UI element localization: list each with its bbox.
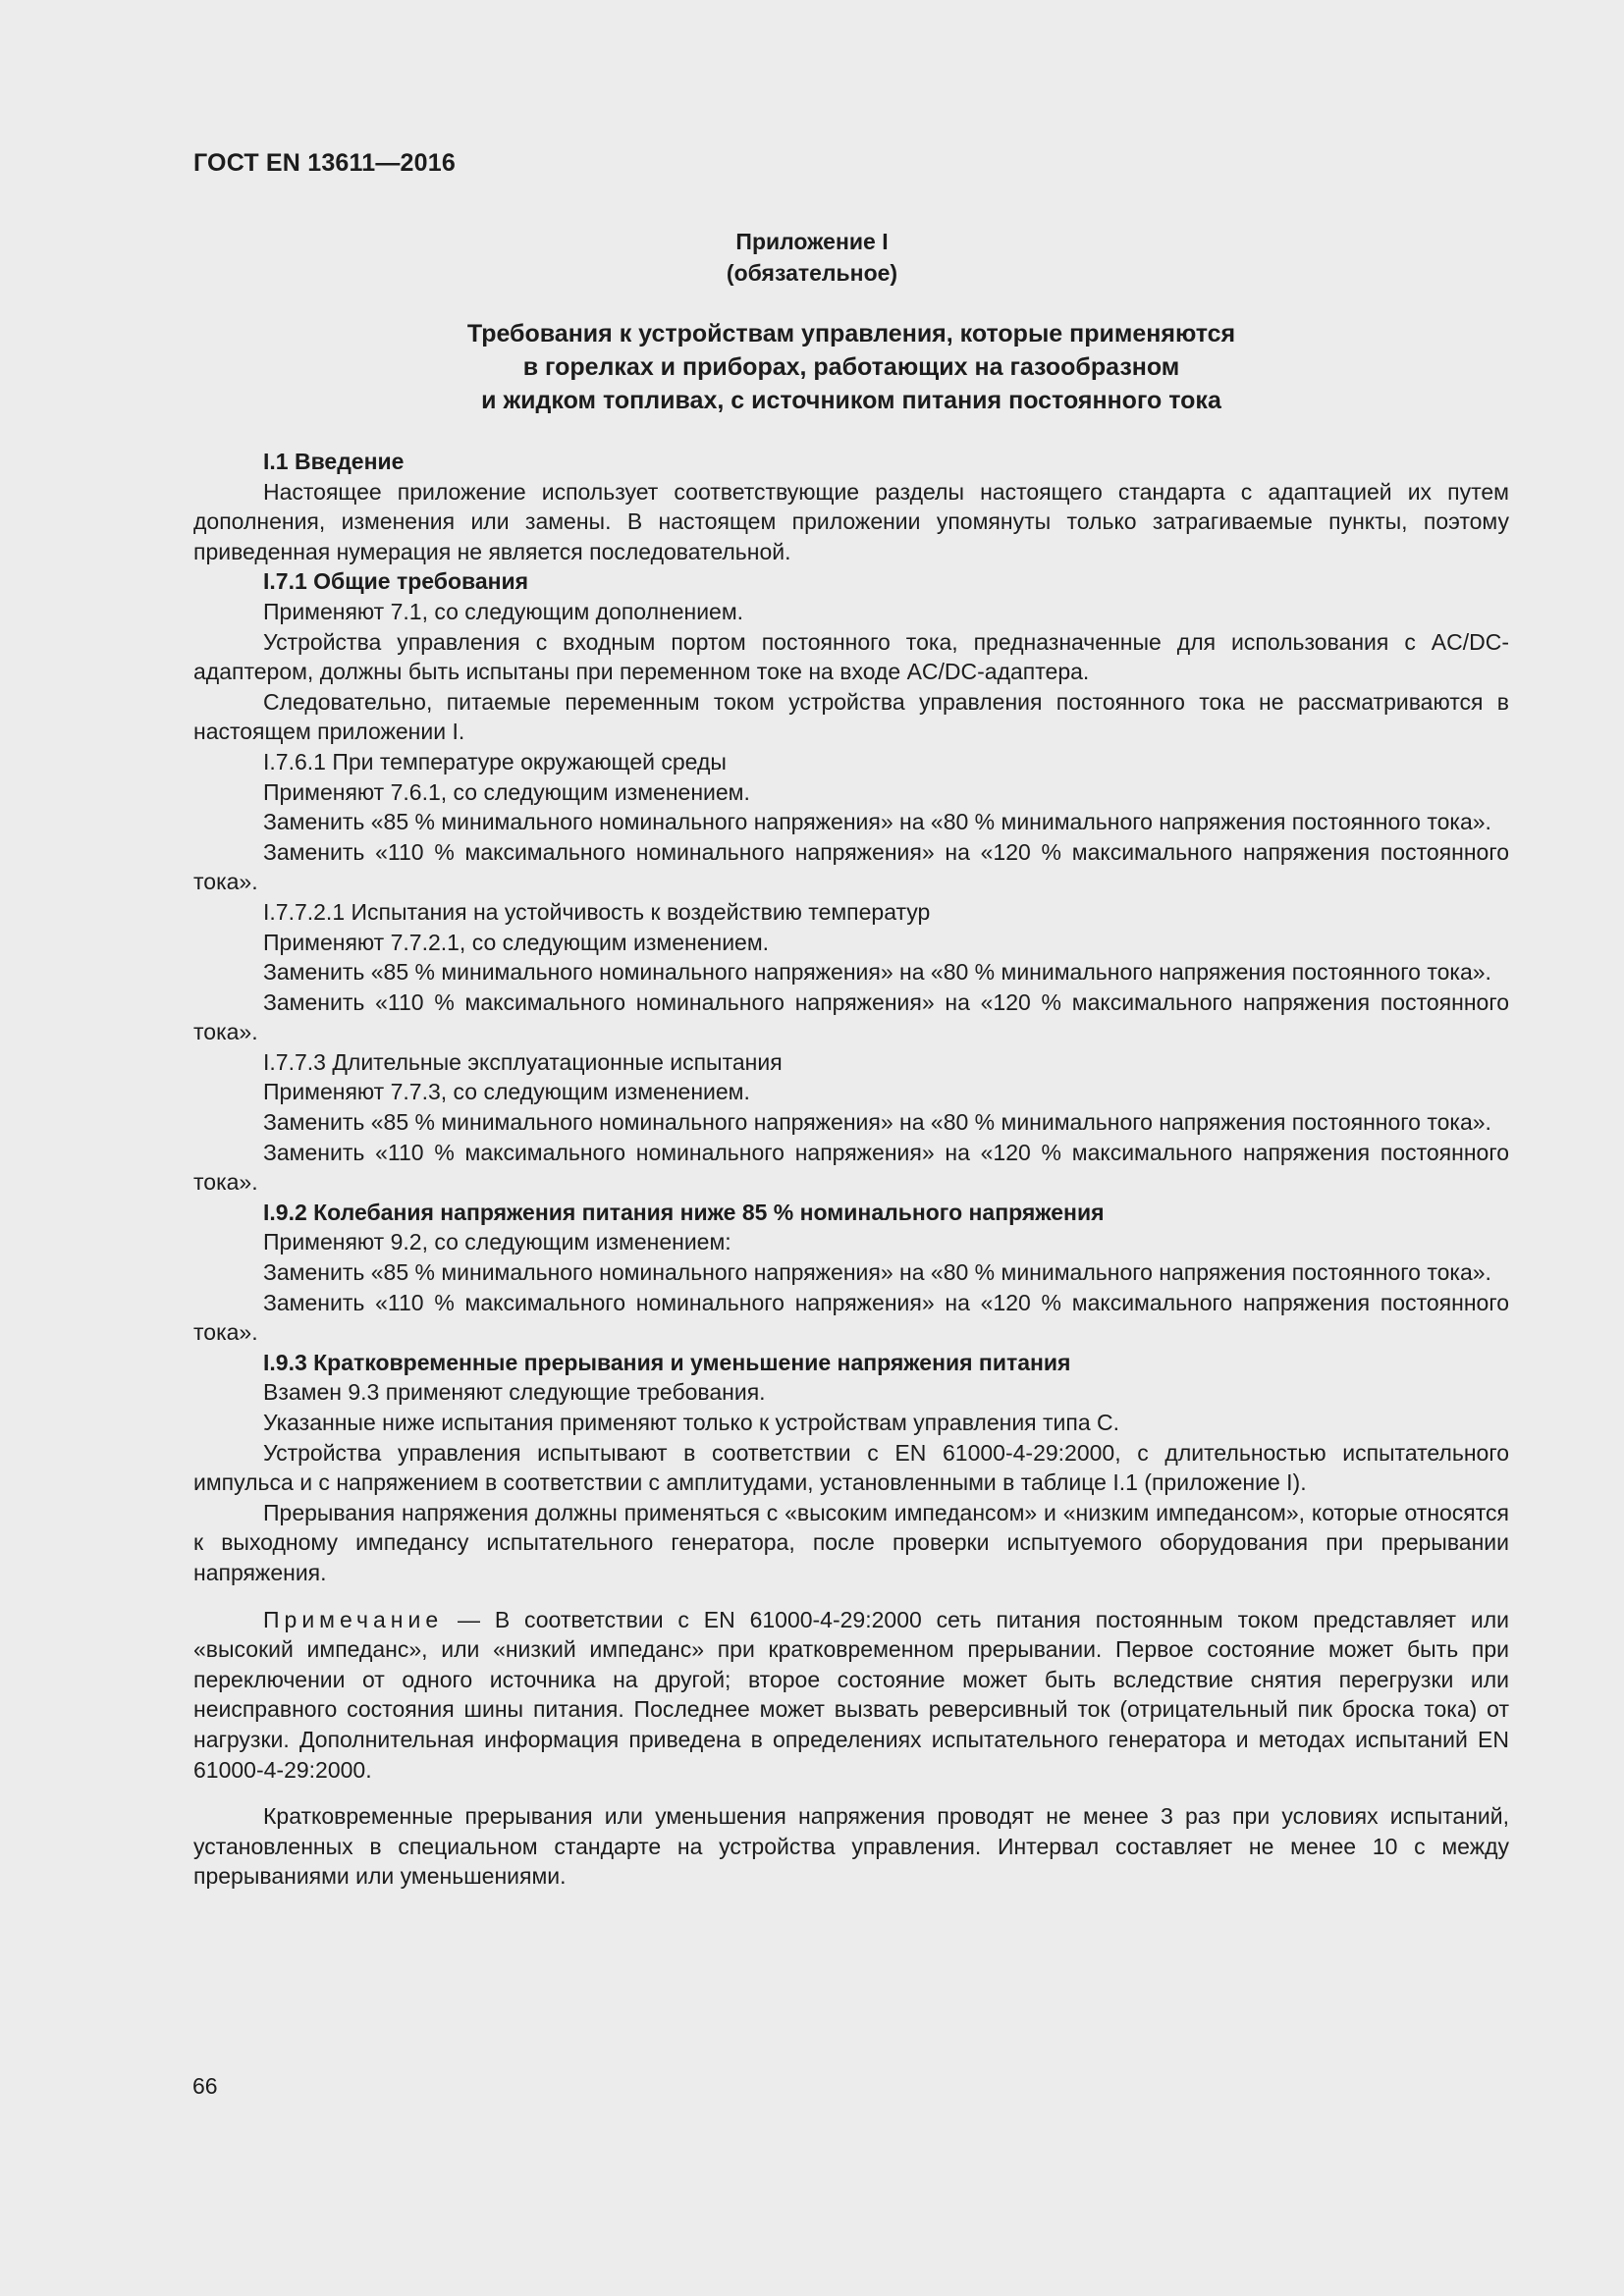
- subsection-heading: I.7.6.1 При температуре окружающей среды: [263, 748, 727, 774]
- note-text: В соответствии с EN 61000-4-29:2000 сеть питания постоянным током представляет или «высокий импеданс», или «низкий импеданс» при кратковременном прерывании. Первое состояние может быть при переключении от одного источника на другой; второе состояние может быть вследствие снятия перегрузки или неисправного состояния шины питания. Последнее может вызвать реверсивный ток (отрицательный пик броска тока) от нагрузки. Дополнительная информация приведена в определениях испытательного генератора и методах испытаний EN 61000-4-29:2000.: [193, 1606, 1510, 1783]
- paragraph: Заменить «110 % максимального номинального напряжения» на «120 % максимального напряжения постоянного тока».: [193, 1139, 1509, 1196]
- paragraph: Взамен 9.3 применяют следующие требования.: [263, 1379, 766, 1406]
- paragraph: Указанные ниже испытания применяют только к устройствам управления типа С.: [263, 1410, 1120, 1435]
- section-heading: I.9.3 Кратковременные прерывания и уменьшение напряжения питания: [263, 1349, 1071, 1375]
- paragraph: Устройства управления испытывают в соответствии с EN 61000-4-29:2000, с длительностью испытательного импульса и с напряжением в соответствии с амплитудами, установленными в таблице I.1 (приложение I).: [193, 1439, 1509, 1496]
- section-heading: I.1 Введение: [263, 449, 405, 474]
- subsection-heading: I.7.7.3 Длительные эксплуатационные испытания: [263, 1048, 783, 1075]
- note-paragraph: [193, 1605, 1509, 1786]
- paragraph: Применяют 7.6.1, со следующим изменением.: [263, 778, 750, 805]
- standard-code: ГОСТ EN 13611—2016: [193, 149, 456, 177]
- paragraph: Заменить «110 % максимального номинального напряжения» на «120 % максимального напряжения постоянного тока».: [193, 988, 1509, 1045]
- paragraph: Применяют 7.7.3, со следующим изменением.: [263, 1079, 750, 1105]
- annex-label: Приложение I: [735, 229, 889, 254]
- section-heading: I.9.2 Колебания напряжения питания ниже 85 % номинального напряжения: [263, 1199, 1105, 1225]
- paragraph: Устройства управления с входным портом постоянного тока, предназначенные для использования с AC/DC-адаптером, должны быть испытаны при переменном токе на входе AC/DC-адаптера.: [193, 628, 1509, 685]
- note-dash: —: [443, 1606, 495, 1632]
- paragraph: Кратковременные прерывания или уменьшения напряжения проводят не менее 3 раз при условиях испытаний, установленных в специальном стандарте на устройства управления. Интервал составляет не менее 10 с между прерываниями или уменьшениями.: [193, 1803, 1509, 1890]
- paragraph: Заменить «85 % минимального номинального напряжения» на «80 % минимального напряжения постоянного тока».: [263, 959, 1491, 986]
- paragraph: Заменить «85 % минимального номинального напряжения» на «80 % минимального напряжения постоянного тока».: [263, 1259, 1491, 1286]
- paragraph: Применяют 7.7.2.1, со следующим изменением.: [263, 929, 770, 955]
- page-number: 66: [192, 2073, 218, 2099]
- annex-title: [0, 317, 1624, 417]
- paragraph: Заменить «110 % максимального номинального напряжения» на «120 % максимального напряжения постоянного тока».: [193, 1289, 1509, 1346]
- document-body: [193, 447, 1509, 1892]
- paragraph: Заменить «85 % минимального номинального напряжения» на «80 % минимального напряжения постоянного тока».: [263, 809, 1491, 835]
- note-label: Примечание: [263, 1606, 444, 1632]
- subsection-heading: I.7.7.2.1 Испытания на устойчивость к воздействию температур: [263, 898, 931, 925]
- paragraph: Следовательно, питаемые переменным током устройства управления постоянного тока не рассматриваются в настоящем приложении I.: [193, 688, 1509, 745]
- annex-heading: [0, 226, 1624, 289]
- paragraph: Прерывания напряжения должны применяться с «высоким импедансом» и «низким импедансом», которые относятся к выходному импедансу испытательного генератора, после проверки испытуемого оборудования при прерывании напряжения.: [193, 1499, 1509, 1585]
- section-heading: I.7.1 Общие требования: [263, 568, 529, 595]
- paragraph: Заменить «110 % максимального номинального напряжения» на «120 % максимального напряжения постоянного тока».: [193, 838, 1509, 895]
- annex-status: (обязательное): [726, 260, 898, 286]
- annex-title-line: Требования к устройствам управления, которые применяются: [466, 320, 1236, 347]
- paragraph: Заменить «85 % минимального номинального напряжения» на «80 % минимального напряжения постоянного тока».: [263, 1109, 1491, 1136]
- paragraph: Применяют 7.1, со следующим дополнением.: [263, 598, 744, 624]
- annex-title-line: в горелках и приборах, работающих на газообразном: [522, 353, 1180, 381]
- paragraph: Настоящее приложение использует соответствующие разделы настоящего стандарта с адаптацией их путем дополнения, изменения или замены. В настоящем приложении упомянуты только затрагиваемые пункты, поэтому приведенная нумерация не является последовательной.: [193, 478, 1509, 564]
- annex-title-line: и жидком топливах, с источником питания постоянного тока: [481, 387, 1221, 414]
- paragraph: Применяют 9.2, со следующим изменением:: [263, 1229, 731, 1255]
